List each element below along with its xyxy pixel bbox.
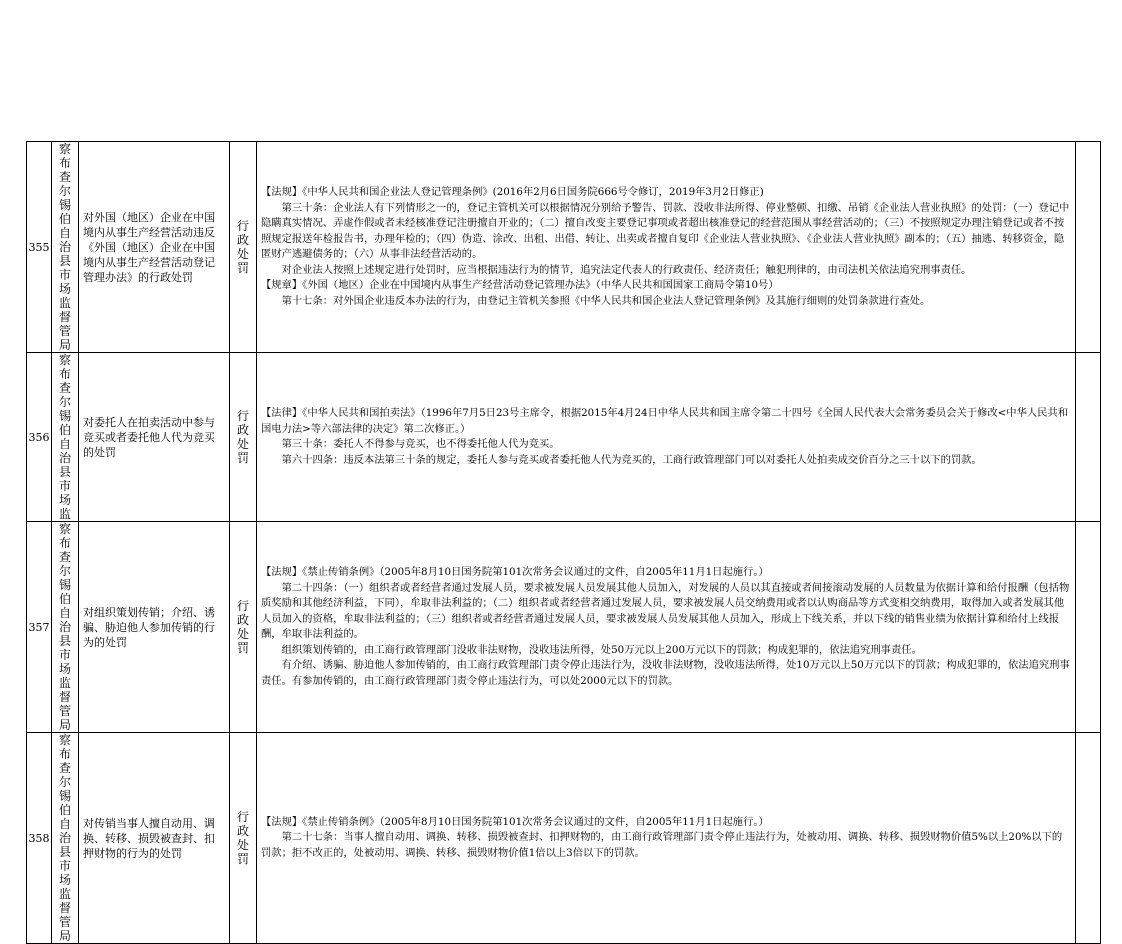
basis-text [257,815,1075,862]
authority-text: 察布查尔锡伯自治县市场监督管局 [58,142,71,352]
basis-paragraph: 第二十四条：（一）组织者或者经营者通过发展人员，要求被发展人员发展其他人员加入，对发展的人员以其直接或者间接滚动发展的人员数量为依据计算和给付报酬（包括物质奖励和其他经济利益，下同），牟取非法利益的；（二）组织者或者经营者通过发展人员，要求被发展人员交纳费用或者以认购商品等方式变相交纳费用，取得加入或者发展其他人员加入的资格，牟取非法利益的；（三）组织者或者经营者通过发展人员，要求被发展人员发展其他人员加入，形成上下线关系，并以下线的销售业绩为依据计算和给付上线报酬，牟取非法利益的。 [261,581,1070,640]
table-row [27,353,1101,522]
basis-cell [257,142,1076,353]
item-cell [79,142,230,353]
item-cell [79,353,230,522]
empty-cell [1076,353,1101,522]
table-row [27,733,1101,944]
authority-cell [52,522,79,733]
row-number: 358 [27,733,52,944]
row-number: 355 [27,142,52,353]
basis-paragraph: 【规章】《外国（地区）企业在中国境内从事生产经营活动登记管理办法》（中华人民共和国国家工商局令第10号） [261,279,779,291]
basis-paragraph: 组织策划传销的，由工商行政管理部门没收非法财物，没收违法所得，处50万元以上200万元以下的罚款；构成犯罪的，依法追究刑事责任。 [281,643,922,656]
row-number: 356 [27,353,52,522]
basis-paragraph: 【法规】《禁止传销条例》（2005年8月10日国务院第101次常务会议通过的文件，自2005年11月1日起施行。） [261,566,769,578]
table-row [27,142,1101,353]
basis-paragraph: 第三十条：委托人不得参与竞买，也不得委托他人代为竞买。 [281,438,560,450]
type-text: 行政处罚 [236,599,249,655]
basis-cell [257,733,1076,944]
type-text: 行政处罚 [236,810,249,866]
authority-cell [52,733,79,944]
basis-text [257,185,1075,309]
item-text: 对组织策划传销；介绍、诱骗、胁迫他人参加传销的行为的处罚 [83,605,215,649]
authority-text: 察布查尔锡伯自治县市场监 [58,353,71,521]
type-text: 行政处罚 [236,219,249,275]
empty-cell [1076,522,1101,733]
type-cell [230,522,257,733]
basis-cell [257,522,1076,733]
item-cell [79,733,230,944]
item-cell [79,522,230,733]
empty-cell [1076,733,1101,944]
type-cell [230,142,257,353]
basis-paragraph: 【法规】《中华人民共和国企业法人登记管理条例》(2016年2月6日国务院666号令修订，2019年3月2日修正) [261,186,764,198]
authority-text: 察布查尔锡伯自治县市场监督管局 [58,522,71,732]
item-text: 对传销当事人擅自动用、调换、转移、损毁被查封、扣押财物的行为的处罚 [83,816,215,860]
basis-paragraph: 有介绍、诱骗、胁迫他人参加传销的，由工商行政管理部门责令停止违法行为，没收非法财物，没收违法所得，处10万元以上50万元以下的罚款；构成犯罪的，依法追究刑事责任。有参加传销的，由工商行政管理部门责令停止违法行为，可以处2000元以下的罚款。 [261,659,1070,687]
basis-cell [257,353,1076,522]
basis-paragraph: 【法律】《中华人民共和国拍卖法》（1996年7月5日23号主席令，根据2015年4月24日中华人民共和国主席令第二十四号《全国人民代表大会常务委员会关于修改<中华人民共和国电力法>等六部法律的决定》第二次修正。） [261,407,1069,435]
basis-text [257,406,1075,468]
basis-text [257,565,1075,689]
type-text: 行政处罚 [236,409,249,465]
type-cell [230,353,257,522]
empty-cell [1076,142,1101,353]
basis-paragraph: 第六十四条：违反本法第三十条的规定，委托人参与竞买或者委托他人代为竞买的，工商行政管理部门可以对委托人处拍卖成交价百分之三十以下的罚款。 [281,453,982,466]
authority-text: 察布查尔锡伯自治县市场监督管局 [58,733,71,943]
basis-paragraph: 第二十七条：当事人擅自动用、调换、转移、损毁被查封、扣押财物的，由工商行政管理部门责令停止违法行为，处被动用、调换、转移、损毁财物价值5%以上20%以下的罚款；拒不改正的，处被动用、调换、转移、损毁财物价值1倍以上3倍以下的罚款。 [261,831,1063,859]
basis-paragraph: 第十七条：对外国企业违反本办法的行为，由登记主管机关参照《中华人民共和国企业法人登记管理条例》及其施行细则的处罚条款进行查处。 [281,294,931,307]
item-text: 对外国（地区）企业在中国境内从事生产经营活动违反《外国（地区）企业在中国境内从事生产经营活动登记管理办法》的行政处罚 [83,210,215,284]
type-cell [230,733,257,944]
authority-cell [52,353,79,522]
basis-paragraph: 【法规】《禁止传销条例》（2005年8月10日国务院第101次常务会议通过的文件，自2005年11月1日起施行。） [261,815,769,828]
basis-paragraph: 对企业法人按照上述规定进行处罚时，应当根据违法行为的情节，追究法定代表人的行政责任、经济责任；触犯刑律的，由司法机关依法追究刑事责任。 [281,263,972,276]
item-text: 对委托人在拍卖活动中参与竞买或者委托他人代为竞买的处罚 [83,415,215,459]
row-number: 357 [27,522,52,733]
basis-paragraph: 第三十条：企业法人有下列情形之一的，登记主管机关可以根据情况分别给予警告、罚款、没收非法所得、停业整顿、扣缴、吊销《企业法人营业执照》的处罚：（一）登记中隐瞒真实情况、弄虚作假或者未经核准登记注册擅自开业的；（二）擅自改变主要登记事项或者超出核准登记的经营范围从事经营活动的；（三）不按照规定办理注销登记或者不按照规定报送年检报告书，办理年检的；（四）伪造、涂改、出租、出借、转让、出卖或者擅自复印《企业法人营业执照》、《企业法人营业执照》副本的；（五）抽逃、转移资金，隐匿财产逃避债务的；（六）从事非法经营活动的。 [261,201,1070,260]
penalty-table [26,141,1101,944]
table-row [27,522,1101,733]
authority-cell [52,142,79,353]
